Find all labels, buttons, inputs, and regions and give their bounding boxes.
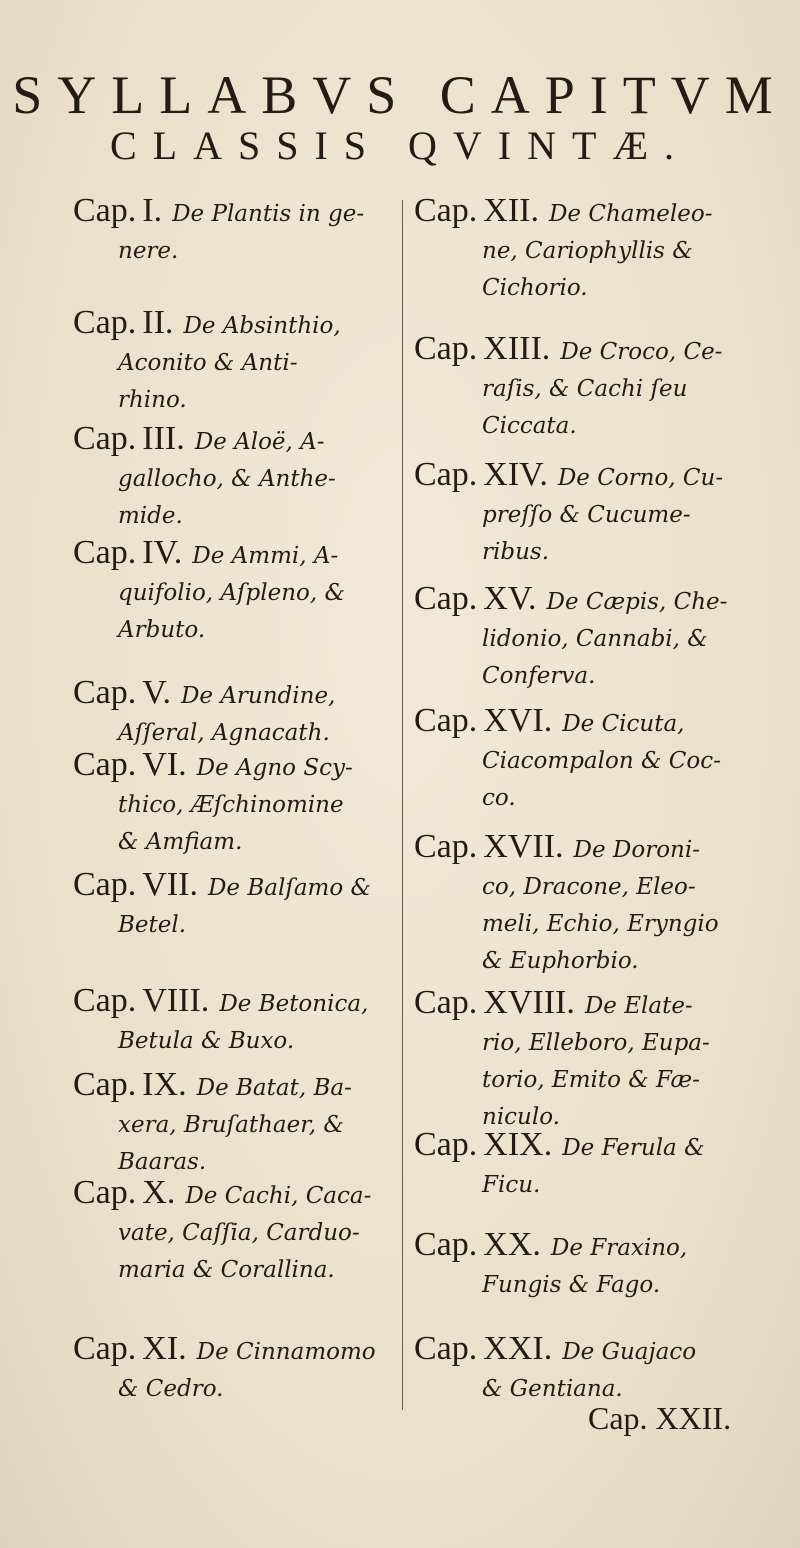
chapter-entry [73,534,403,649]
cap-label: Cap. [73,866,137,903]
chapter-text-line: co. [482,785,516,811]
chapter-text: De Cachi, Caca- [185,1183,372,1209]
chapter-heading [73,304,403,345]
chapter-text-line: Arbuto. [118,617,206,643]
chapter-text-line: gallocho, & Anthe- [118,466,336,492]
catchword: Cap. XXII. [588,1400,732,1436]
chapter-text-line: Aſſeral, Agnacath. [118,720,330,746]
cap-label: Cap. [414,1226,478,1263]
chapter-text-line: rhino. [118,387,187,413]
chapter-heading [73,1330,403,1371]
chapter-entry [73,1066,403,1181]
cap-label: Cap. [73,746,137,783]
chapter-number: XIV. [483,456,548,493]
chapter-text: De Aloë, A- [194,429,325,455]
cap-label: Cap. [73,534,137,571]
chapter-number: XVIII. [483,984,575,1021]
chapter-text-line: Ciacompalon & Coc- [482,748,721,774]
cap-label: Cap. [73,1330,137,1367]
chapter-heading [414,1226,784,1267]
chapter-entry [414,1330,784,1408]
cap-label: Cap. [73,420,137,457]
chapter-number: VI. [142,746,187,783]
chapter-number: X. [142,1174,176,1211]
chapter-text: De Absinthio, [183,313,341,339]
chapter-text: De Arundine, [180,683,336,709]
chapter-number: XII. [483,192,539,229]
cap-label: Cap. [414,828,478,865]
chapter-entry [414,1226,784,1304]
chapter-heading [414,984,784,1025]
chapter-text: De Plantis in ge- [172,201,365,227]
cap-label: Cap. [73,192,137,229]
chapter-text: De Guajaco [562,1339,697,1365]
chapter-number: VII. [142,866,198,903]
chapter-text: De Cicuta, [562,711,685,737]
chapter-entry [414,580,784,695]
page-title: SYLLABVS CAPITVM [12,65,788,125]
chapter-text-line: Betel. [118,912,187,938]
chapter-entry [73,674,403,752]
chapter-text-line: Betula & Buxo. [118,1028,295,1054]
chapter-number: XVI. [483,702,553,739]
chapter-text-line: Conferva. [482,663,596,689]
cap-label: Cap. [73,1066,137,1103]
chapter-text: De Ammi, A- [192,543,339,569]
cap-label: Cap. [414,1330,478,1367]
chapter-text-line: preſſo & Cucume- [482,502,691,528]
chapter-heading [73,674,403,715]
chapter-text-line: quifolio, Aſpleno, & [118,580,346,606]
chapter-entry [414,456,784,571]
chapter-text-line: thico, Æſchinomine [118,792,344,818]
chapter-text: De Batat, Ba- [196,1075,352,1101]
chapter-text-line: & Cedro. [118,1376,224,1402]
chapter-text-line: maria & Corallina. [118,1257,335,1283]
chapter-entry [73,866,403,944]
chapter-text: De Elate- [584,993,693,1019]
cap-label: Cap. [414,580,478,617]
chapter-heading [73,534,403,575]
chapter-text-line: Ficu. [482,1172,541,1198]
chapter-heading [73,192,403,233]
chapter-text-line: lidonio, Cannabi, & [482,626,708,652]
chapter-text-line: Aconito & Anti- [118,350,298,376]
chapter-entry [414,828,784,980]
chapter-text-line: ribus. [482,539,550,565]
chapter-entry [414,192,784,307]
chapter-heading [73,866,403,907]
chapter-number: IX. [142,1066,187,1103]
chapter-heading [414,1330,784,1371]
chapter-text: De Cæpis, Che- [546,589,728,615]
chapter-heading [414,192,784,233]
chapter-text: De Corno, Cu- [557,465,724,491]
chapter-heading [414,330,784,371]
chapter-text-line: & Gentiana. [482,1376,623,1402]
chapter-number: II. [142,304,174,341]
chapter-heading [414,1126,784,1167]
cap-label: Cap. [414,984,478,1021]
chapter-text: De Chameleo- [548,201,713,227]
cap-label: Cap. [414,456,478,493]
chapter-text-line: ne, Cariophyllis & [482,238,693,264]
chapter-number: XV. [483,580,537,617]
chapter-heading [414,580,784,621]
cap-label: Cap. [414,1126,478,1163]
chapter-text-line: meli, Echio, Eryngio [482,911,719,937]
chapter-number: XIII. [483,330,551,367]
chapter-text-line: xera, Bruſathaer, & [118,1112,344,1138]
chapter-entry [73,1174,403,1289]
chapter-entry [414,1126,784,1204]
chapter-text-line: vate, Caſſia, Carduo- [118,1220,360,1246]
chapter-heading [73,420,403,461]
chapter-text-line: raſis, & Cachi ſeu [482,376,688,402]
chapter-number: XVII. [483,828,564,865]
chapter-text: De Croco, Ce- [560,339,723,365]
chapter-heading [73,1174,403,1215]
chapter-entry [414,330,784,445]
chapter-heading [414,456,784,497]
chapter-heading [414,702,784,743]
chapter-text-line: Cichorio. [482,275,588,301]
chapter-entry [414,702,784,817]
chapter-text: De Fraxino, [550,1235,688,1261]
page-subtitle: CLASSIS QVINTÆ. [109,123,691,168]
chapter-text: De Ferula & [562,1135,705,1161]
chapter-entry [73,746,403,861]
chapter-heading [73,1066,403,1107]
chapter-entry [73,304,403,419]
cap-label: Cap. [73,982,137,1019]
cap-label: Cap. [73,304,137,341]
chapter-number: I. [142,192,163,229]
chapter-number: XIX. [483,1126,553,1163]
chapter-number: V. [142,674,171,711]
chapter-text: De Betonica, [219,991,369,1017]
chapter-text-line: co, Dracone, Eleo- [482,874,696,900]
chapter-number: IV. [142,534,183,571]
chapter-text-line: & Euphorbio. [482,948,639,974]
chapter-number: XI. [142,1330,187,1367]
chapter-text-line: Fungis & Fago. [482,1272,661,1298]
chapter-heading [73,982,403,1023]
chapter-text: De Agno Scy- [196,755,353,781]
chapter-heading [414,828,784,869]
chapter-heading [73,746,403,787]
chapter-number: XX. [483,1226,541,1263]
chapter-text-line: niculo. [482,1104,560,1130]
cap-label: Cap. [73,674,137,711]
chapter-text-line: mide. [118,503,183,529]
chapter-text: De Doroni- [573,837,700,863]
chapter-text: De Balſamo & [207,875,371,901]
chapter-text-line: Baaras. [118,1149,207,1175]
cap-label: Cap. [414,192,478,229]
column-divider [402,200,403,1410]
cap-label: Cap. [414,330,478,367]
chapter-number: III. [142,420,185,457]
chapter-entry [73,982,403,1060]
chapter-entry [73,1330,403,1408]
chapter-text-line: Ciccata. [482,413,577,439]
chapter-number: XXI. [483,1330,553,1367]
chapter-entry [73,192,403,270]
chapter-entry [73,420,403,535]
chapter-text-line: & Amfiam. [118,829,243,855]
chapter-text-line: rio, Elleboro, Eupa- [482,1030,710,1056]
chapter-text: De Cinnamomo [196,1339,376,1365]
chapter-text-line: torio, Emito & Fæ- [482,1067,700,1093]
chapter-entry [414,984,784,1136]
cap-label: Cap. [414,702,478,739]
cap-label: Cap. [73,1174,137,1211]
chapter-number: VIII. [142,982,210,1019]
chapter-text-line: nere. [118,238,179,264]
